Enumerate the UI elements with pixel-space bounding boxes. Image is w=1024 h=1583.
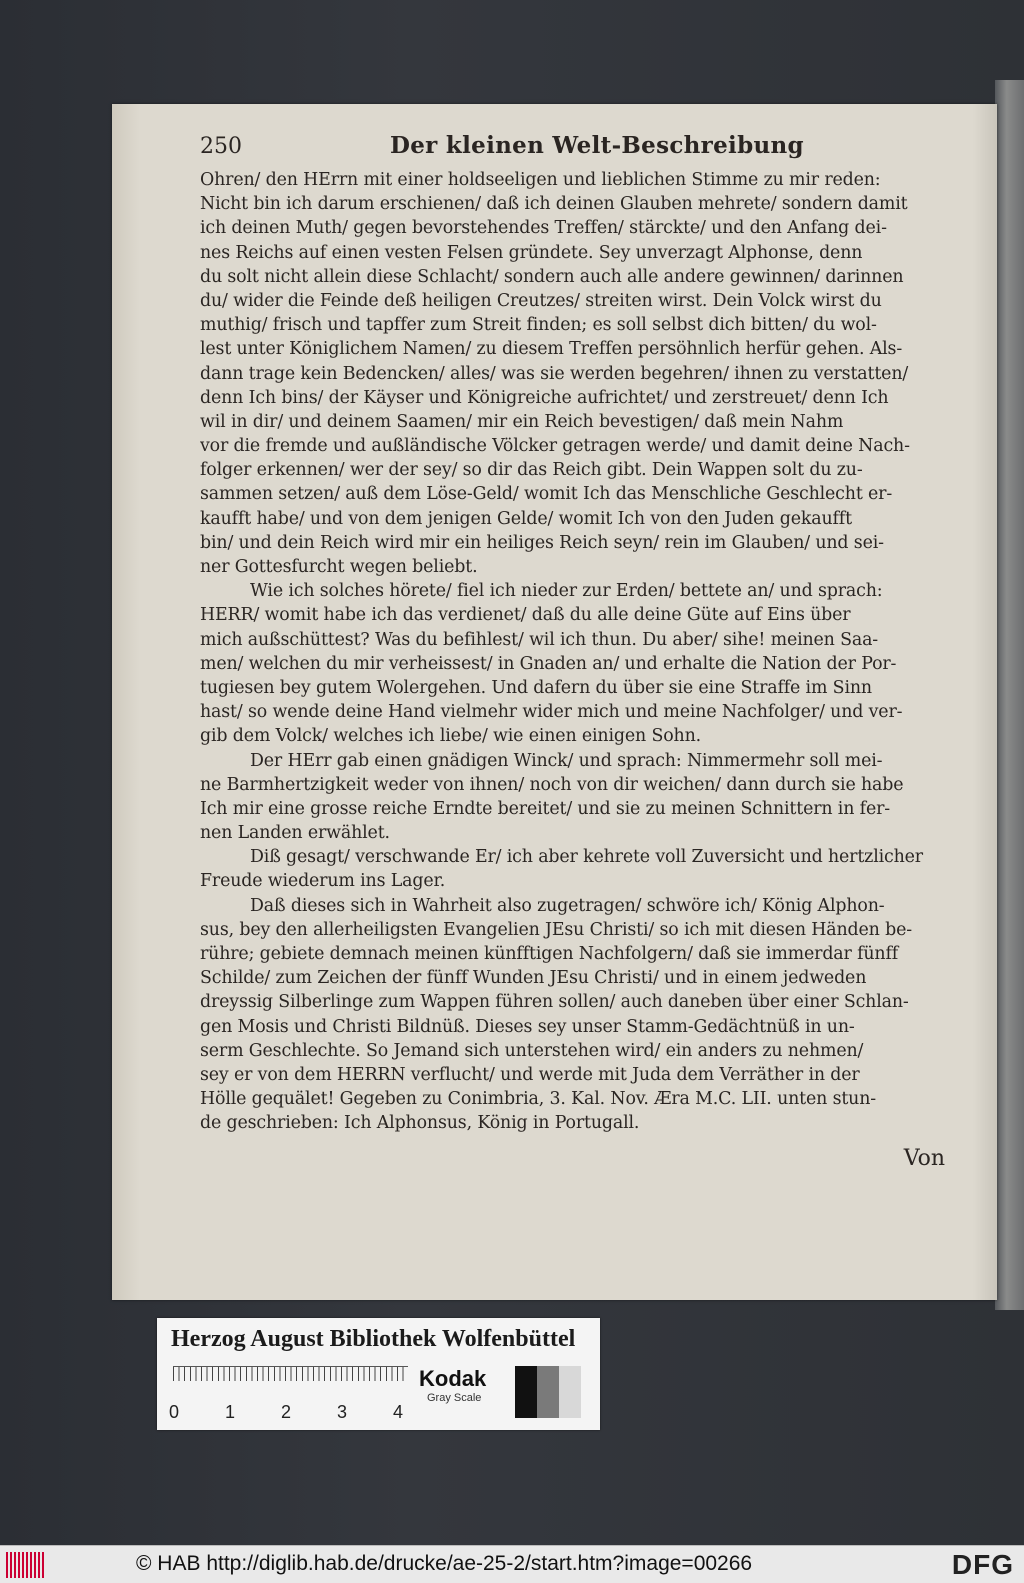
text-line: bin/ und dein Reich wird mir ein heiliges Reich seyn/ rein im Glauben/ und sei-	[200, 532, 884, 553]
text-line: ich deinen Muth/ gegen bevorstehendes Treffen/ stärckte/ und den Anfang dei-	[200, 218, 887, 239]
text-line: Daß dieses sich in Wahrheit also zugetragen/ schwöre ich/ König Alphon-	[250, 895, 885, 916]
text-line: Diß gesagt/ verschwande Er/ ich aber kehrete voll Zuversicht und hertzlicher	[250, 847, 923, 868]
text-line: de geschrieben: Ich Alphonsus, König in Portugall.	[200, 1113, 640, 1134]
text-line: Der HErr gab einen gnädigen Winck/ und sprach: Nimmermehr soll mei-	[250, 750, 883, 771]
adjacent-page-edge	[995, 80, 1024, 1310]
text-line: sus, bey den allerheiligsten Evangelien JEsu Christi/ so ich mit diesen Händen be-	[200, 919, 912, 940]
text-line: Ich mir eine grosse reiche Erndte bereitet/ und sie zu meinen Schnittern in fer-	[200, 798, 890, 819]
scale-ruler	[173, 1366, 408, 1401]
book-page	[112, 104, 997, 1300]
text-line: men/ welchen du mir verheissest/ in Gnaden an/ und erhalte die Nation der Por-	[200, 653, 897, 674]
text-line: dreyssig Silberlinge zum Wappen führen sollen/ auch daneben über einer Schlan-	[200, 992, 909, 1013]
ruler-number: 4	[393, 1402, 404, 1422]
ruler-number: 1	[225, 1402, 236, 1422]
gray-swatch	[515, 1366, 537, 1418]
text-line: folger erkennen/ wer der sey/ so dir das Reich gibt. Dein Wappen solt du zu-	[200, 460, 863, 481]
text-line: denn Ich bins/ der Käyser und Königreiche aufrichtet/ und zerstreuet/ denn Ich	[200, 387, 889, 408]
kodak-logo: Kodak	[419, 1366, 487, 1391]
ruler-numbers	[169, 1402, 449, 1423]
footer-credit[interactable]: © HAB http://diglib.hab.de/drucke/ae-25-2/start.htm?image=00266	[136, 1552, 753, 1575]
footer-bar	[0, 1545, 1024, 1583]
page-text-block	[200, 132, 964, 1136]
barcode-icon	[6, 1552, 46, 1578]
text-line: nes Reichs auf einen vesten Felsen gründete. Sey unverzagt Alphonse, denn	[200, 242, 863, 263]
page-header	[200, 132, 964, 168]
body-text	[200, 168, 964, 1136]
text-line: muthig/ frisch und tapffer zum Streit finden; es soll selbst dich bitten/ du wol-	[200, 315, 877, 336]
color-checker-card	[157, 1318, 600, 1430]
text-line: Hölle gequälet! Gegeben zu Conimbria, 3. Kal. Nov. Æra M.C. LII. unten stun-	[200, 1089, 877, 1110]
text-line: nen Landen erwählet.	[200, 823, 390, 844]
text-line: ner Gottesfurcht wegen beliebt.	[200, 557, 478, 577]
text-line: HERR/ womit habe ich das verdienet/ daß du alle deine Güte auf Eins über	[200, 605, 851, 626]
ruler-number: 2	[281, 1402, 292, 1422]
text-line: lest unter Königlichem Namen/ zu diesem Treffen persöhnlich herfür gehen. Als-	[200, 339, 903, 360]
text-line: rühre; gebiete demnach meinen künfftigen Nachfolgern/ daß sie immerdar fünff	[200, 944, 899, 964]
text-line: gib dem Volck/ welches ich liebe/ wie einen einigen Sohn.	[200, 726, 702, 747]
text-line: mich außschüttest? Was du befihlest/ wil ich thun. Du aber/ sihe! meinen Saa-	[200, 629, 879, 650]
text-line: ne Barmhertzigkeit weder von ihnen/ noch von dir weichen/ dann durch sie habe	[200, 774, 904, 795]
text-line: Freude wiederum ins Lager.	[200, 871, 446, 892]
text-line: du solt nicht allein diese Schlacht/ sondern auch alle andere gewinnen/ darinnen	[200, 266, 904, 287]
text-line: Schilde/ zum Zeichen der fünff Wunden JEsu Christi/ und in einem jedweden	[200, 968, 867, 989]
page-number: 250	[200, 134, 242, 159]
text-line: sammen setzen/ auß dem Löse-Geld/ womit Ich das Menschliche Geschlecht er-	[200, 484, 893, 505]
gray-swatch	[537, 1366, 559, 1418]
text-line: Ohren/ den HErrn mit einer holdseeligen und lieblichen Stimme zu mir reden:	[200, 170, 881, 190]
dfg-logo: DFG	[951, 1549, 1014, 1580]
text-line: serm Geschlechte. So Jemand sich unterstehen wird/ ein anders zu nehmen/	[200, 1040, 864, 1061]
gray-swatch	[559, 1366, 581, 1418]
text-line: hast/ so wende deine Hand vielmehr wider mich und meine Nachfolger/ und ver-	[200, 702, 903, 723]
ruler-number: 0	[169, 1402, 180, 1422]
text-line: Nicht bin ich darum erschienen/ daß ich deinen Glauben mehrete/ sondern damit	[200, 194, 908, 215]
text-line: sey er von dem HERRN verflucht/ und werde mit Juda dem Verräther in der	[200, 1064, 860, 1085]
text-line: gen Mosis und Christi Bildnüß. Dieses sey unser Stamm-Gedächtnüß in un-	[200, 1016, 855, 1037]
text-line: du/ wider die Feinde deß heiligen Creutzes/ streiten wirst. Dein Volck wirst du	[200, 290, 882, 311]
card-title: Herzog August Bibliothek Wolfenbüttel	[171, 1326, 576, 1352]
ruler-number: 3	[337, 1402, 348, 1422]
text-line: wil in dir/ und deinem Saamen/ mir ein Reich bevestigen/ daß mein Nahm	[200, 411, 844, 432]
catchword: Von	[903, 1146, 945, 1171]
running-title: Der kleinen Welt-Beschreibung	[390, 132, 804, 159]
text-line: Wie ich solches hörete/ fiel ich nieder zur Erden/ bettete an/ und sprach:	[250, 581, 883, 602]
text-line: tugiesen bey gutem Wolergehen. Und dafern du über sie eine Straffe im Sinn	[200, 677, 872, 698]
text-line: dann trage kein Bedencken/ alles/ was sie werden begehren/ ihnen zu verstatten/	[200, 363, 909, 384]
gray-scale-label: Gray Scale	[427, 1392, 482, 1404]
gray-swatches	[515, 1366, 581, 1418]
text-line: kaufft habe/ und von dem jenigen Gelde/ womit Ich von den Juden gekaufft	[200, 508, 852, 529]
text-line: vor die fremde und außländische Völcker getragen werde/ und damit deine Nach-	[200, 436, 910, 457]
